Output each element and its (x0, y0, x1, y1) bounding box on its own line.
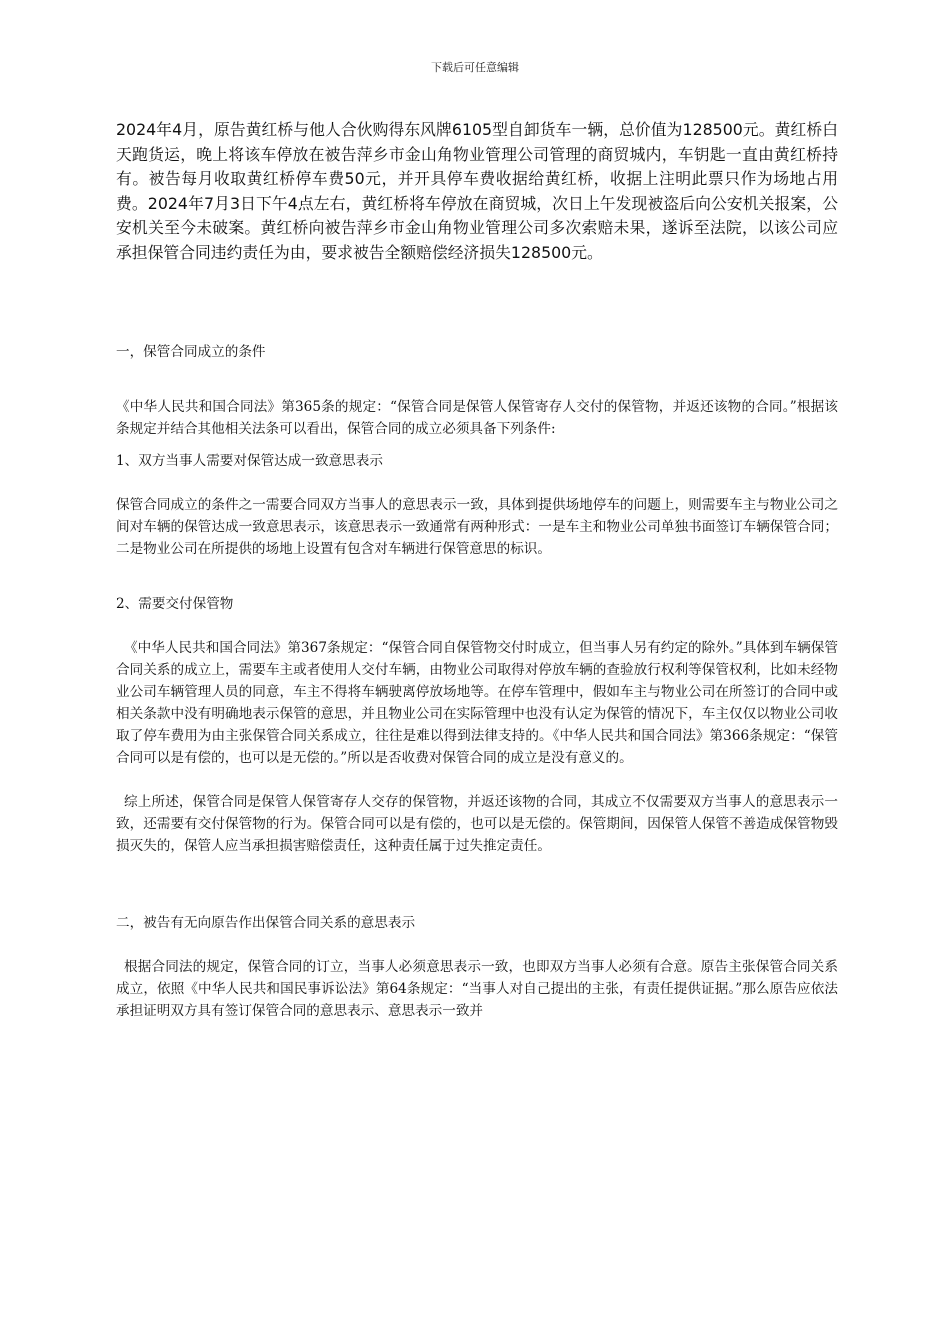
spacer (116, 363, 838, 396)
subsection-2-heading: 2、需要交付保管物 (116, 596, 234, 612)
summary-paragraph: 综上所述，保管合同是保管人保管寄存人交存的保管物，并返还该物的合同，其成立不仅需要双方当事人的意思表示一致，还需要有交付保管物的行为。保管合同可以是有偿的，也可以是无偿的。保管期间，因保管人保管不善造成保管物毁损灭失的，保管人应当承担损害赔偿责任，这种责任属于过失推定责任。 (116, 794, 838, 854)
case-facts-paragraph: 2024年4月，原告黄红桥与他人合伙购得东风牌6105型自卸货车一辆，总价值为128500元。黄红桥白天跑货运，晚上将该车停放在被告萍乡市金山角物业管理公司管理的商贸城内，车钥匙一直由黄红桥持有。被告每月收取黄红桥停车费50元，并开具停车费收据给黄红桥，收据上注明此票只作为场地占用费。2024年7月3日下午4点左右，黄红桥将车停放在商贸城，次日上午发现被盗后向公安机关报案，公安机关至今未破案。黄红桥向被告萍乡市金山角物业管理公司多次索赔未果，遂诉至法院，以该公司应承担保管合同违约责任为由，要求被告全额赔偿经济损失128500元。 (116, 120, 838, 262)
section-2-text: 根据合同法的规定，保管合同的订立，当事人必须意思表示一致，也即双方当事人必须有合意。原告主张保管合同关系成立，依照《中华人民共和国民事诉讼法》第64条规定：“当事人对自己提出的主张，有责任提供证据。”那么原告应依法承担证明双方具有签订保管合同的意思表示、意思表示一致并 (116, 959, 838, 1019)
subsection-1-text: 保管合同成立的条件之一需要合同双方当事人的意思表示一致，具体到提供场地停车的问题上，则需要车主与物业公司之间对车辆的保管达成一致意思表示，该意思表示一致通常有两种形式：一是车主和物业公司单独书面签订车辆保管合同；二是物业公司在所提供的场地上设置有包含对车辆进行保管意思的标识。 (116, 497, 838, 557)
section-2-heading: 二，被告有无向原告作出保管合同关系的意思表示 (116, 915, 416, 931)
subsection-1-heading: 1、双方当事人需要对保管达成一致意思表示 (116, 453, 383, 469)
section-1-intro: 《中华人民共和国合同法》第365条的规定：“保管合同是保管人保管寄存人交付的保管物，并返还该物的合同。”根据该条规定并结合其他相关法条可以看出，保管合同的成立必须具备下列条件: (116, 399, 838, 437)
spacer (116, 472, 838, 494)
section-1-heading: 一，保管合同成立的条件 (116, 344, 266, 360)
spacer (116, 560, 838, 593)
spacer (116, 440, 838, 450)
spacer (116, 769, 838, 791)
spacer (116, 615, 838, 637)
subsection-2-text: 《中华人民共和国合同法》第367条规定：“保管合同自保管物交付时成立，但当事人另有约定的除外。”具体到车辆保管合同关系的成立上，需要车主或者使用人交付车辆，由物业公司取得对停放车辆的查验放行权利等保管权利，比如未经物业公司车辆管理人员的同意，车主不得将车辆驶离停放场地等。在停车管理中，假如车主与物业公司在所签订的合同中或相关条款中没有明确地表示保管的意思，并且物业公司在实际管理中也没有认定为保管的情况下，车主仅仅以物业公司收取了停车费用为由主张保管合同关系成立，往往是难以得到法律支持的。《中华人民共和国合同法》第366条规定：“保管合同可以是有偿的，也可以是无偿的。”所以是否收费对保管合同的成立是没有意义的。 (116, 640, 838, 766)
document-body (116, 118, 838, 1022)
spacer (116, 265, 838, 341)
header-note: 下载后可任意编辑 (431, 61, 519, 74)
spacer (116, 934, 838, 956)
spacer (116, 857, 838, 912)
